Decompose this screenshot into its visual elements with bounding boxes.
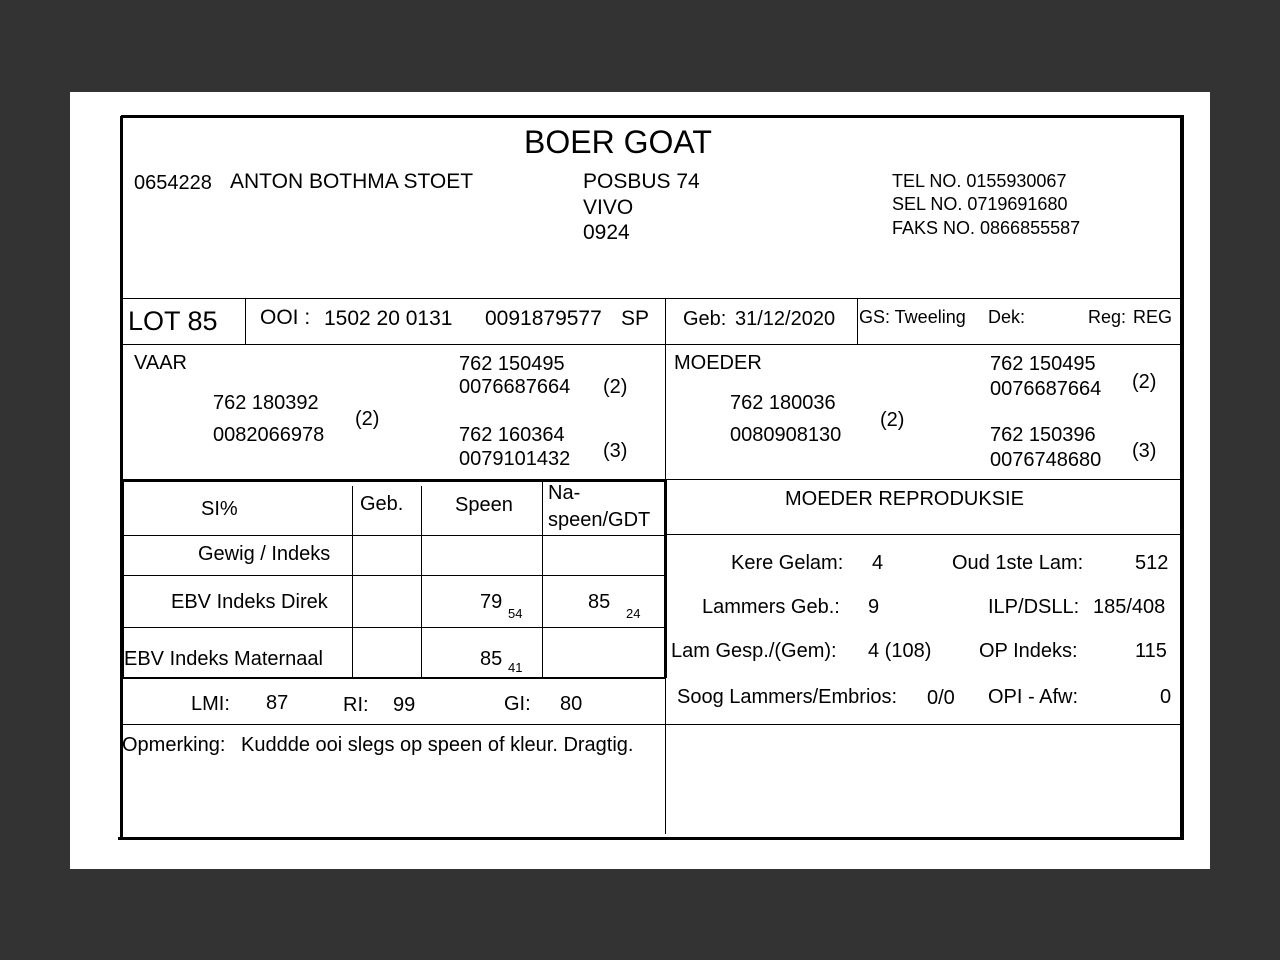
vaar-sire-code: 0076687664 (459, 376, 571, 398)
direk-naspeen-value: 85 (588, 591, 611, 613)
col-header-naspeen: speen/GDT (548, 509, 651, 531)
row-label-direk: EBV Indeks Direk (171, 591, 328, 613)
moeder-code: 0080908130 (730, 424, 842, 446)
ooi-id: 1502 20 0131 (324, 307, 453, 330)
cell-number: SEL NO. 0719691680 (892, 194, 1068, 214)
divider (123, 627, 665, 628)
opi-label: OPI - Afw: (988, 686, 1079, 708)
remarks-label: Opmerking: (122, 734, 226, 756)
reg-value: REG (1133, 307, 1173, 327)
direk-speen-percentile: 54 (508, 606, 523, 621)
remarks-text: Kuddde ooi slegs op speen of kleur. Dragtig. (241, 734, 634, 756)
divider (245, 299, 246, 344)
row-label-maternaal: EBV Indeks Maternaal (124, 648, 323, 670)
vaar-dam-code: 0079101432 (459, 448, 571, 470)
moeder-dam-count: (3) (1132, 440, 1157, 462)
col-header-geb: Geb. (360, 493, 404, 515)
reproduction-title: MOEDER REPRODUKSIE (785, 488, 1024, 510)
ooi-suffix: SP (621, 307, 650, 330)
divider (122, 344, 1182, 345)
lammers-value: 9 (868, 596, 880, 618)
direk-naspeen-percentile: 24 (626, 606, 641, 621)
address-line: VIVO (583, 196, 634, 219)
col-header-speen: Speen (455, 494, 513, 516)
gi-value: 80 (560, 693, 583, 715)
divider (122, 298, 1182, 299)
oud-label: Oud 1ste Lam: (952, 552, 1084, 574)
lot-number: LOT 85 (128, 306, 218, 336)
gi-label: GI: (504, 693, 531, 715)
moeder-sire-id: 762 150495 (990, 353, 1096, 375)
col-header-naspeen: Na- (548, 482, 581, 504)
divider (352, 486, 353, 678)
divider (123, 535, 665, 536)
address-line: 0924 (583, 221, 630, 244)
vaar-dam-count: (3) (603, 440, 628, 462)
soog-value: 0/0 (927, 687, 955, 709)
lmi-label: LMI: (191, 693, 230, 715)
divider (123, 575, 665, 576)
ri-label: RI: (343, 694, 369, 716)
lot-card (70, 92, 1210, 869)
maternaal-speen-percentile: 41 (508, 660, 523, 675)
moeder-count: (2) (880, 409, 905, 431)
ri-value: 99 (393, 694, 416, 716)
ooi-code: 0091879577 (485, 307, 602, 330)
border-bottom (118, 837, 1184, 840)
breeder-name: ANTON BOTHMA STOET (230, 170, 474, 193)
opi-value: 0 (1160, 686, 1172, 708)
divider (666, 479, 1182, 480)
birth-label: Geb: (683, 308, 727, 330)
ilp-label: ILP/DSLL: (988, 596, 1080, 618)
ooi-label: OOI : (260, 306, 311, 329)
vaar-id: 762 180392 (213, 392, 319, 414)
divider (666, 534, 1182, 535)
vaar-count: (2) (355, 408, 380, 430)
card-title: BOER GOAT (524, 124, 712, 160)
vaar-sire-count: (2) (603, 376, 628, 398)
border-top (121, 115, 1184, 118)
moeder-sire-count: (2) (1132, 371, 1157, 393)
oud-value: 512 (1135, 552, 1169, 574)
moeder-label: MOEDER (674, 352, 762, 374)
maternaal-speen-value: 85 (480, 648, 503, 670)
kere-value: 4 (872, 552, 884, 574)
divider (664, 480, 667, 678)
lammers-label: Lammers Geb.: (702, 596, 840, 618)
divider (857, 299, 858, 344)
border-left (120, 116, 123, 840)
vaar-code: 0082066978 (213, 424, 325, 446)
gs-label: GS: Tweeling (859, 307, 966, 327)
address-line: POSBUS 74 (583, 170, 700, 193)
border-right (1180, 116, 1184, 840)
direk-speen-value: 79 (480, 591, 503, 613)
divider (122, 724, 1182, 725)
divider (421, 486, 422, 678)
breeder-number: 0654228 (134, 172, 212, 194)
op-value: 115 (1135, 640, 1167, 662)
vaar-sire-id: 762 150495 (459, 353, 565, 375)
birth-date: 31/12/2020 (735, 308, 836, 330)
fax-number: FAKS NO. 0866855587 (892, 218, 1081, 238)
reg-label: Reg: (1088, 307, 1127, 327)
vaar-dam-id: 762 160364 (459, 424, 565, 446)
divider (122, 677, 666, 679)
gesp-value: 4 (108) (868, 640, 932, 662)
row-label-gewig: Gewig / Indeks (198, 543, 331, 565)
moeder-sire-code: 0076687664 (990, 378, 1102, 400)
ilp-value: 185/408 (1093, 596, 1166, 618)
col-header-si: SI% (201, 498, 238, 520)
moeder-id: 762 180036 (730, 392, 836, 414)
gesp-label: Lam Gesp./(Gem): (671, 640, 837, 662)
divider (542, 481, 543, 678)
op-label: OP Indeks: (979, 640, 1078, 662)
tel-number: TEL NO. 0155930067 (892, 171, 1067, 191)
kere-label: Kere Gelam: (731, 552, 844, 574)
dek-label: Dek: (988, 307, 1026, 327)
vaar-label: VAAR (134, 352, 187, 374)
soog-label: Soog Lammers/Embrios: (677, 686, 898, 708)
divider (122, 479, 666, 482)
moeder-dam-code: 0076748680 (990, 449, 1102, 471)
lmi-value: 87 (266, 692, 289, 714)
moeder-dam-id: 762 150396 (990, 424, 1096, 446)
